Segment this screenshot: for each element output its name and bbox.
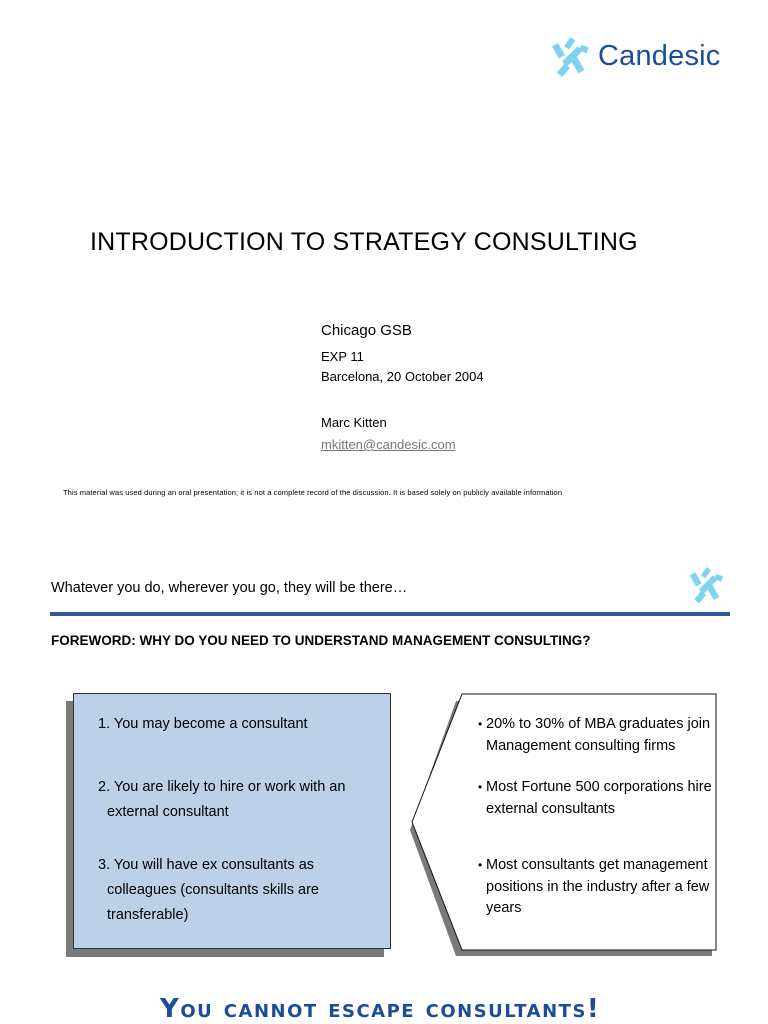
fact-1-text: 20% to 30% of MBA graduates join Management consulting firms xyxy=(486,716,711,754)
reasons-box xyxy=(73,693,391,949)
candesic-logo xyxy=(552,36,724,82)
slide-tagline: Whatever you do, wherever you go, they will be there… xyxy=(51,580,408,596)
reason-item-3 xyxy=(98,853,378,928)
author-name: Marc Kitten xyxy=(321,415,387,430)
reason-2-line-2: external consultant xyxy=(107,804,229,820)
fact-item-2 xyxy=(478,777,718,820)
conclusion-banner: You cannot escape consultants! xyxy=(160,994,601,1024)
fact-2-text: Most Fortune 500 corporations hire external consultants xyxy=(486,779,712,817)
presentation-title: INTRODUCTION TO STRATEGY CONSULTING xyxy=(90,228,638,256)
reason-3-line-2: colleagues (consultants skills are xyxy=(107,882,319,898)
reason-item-1 xyxy=(98,712,378,737)
reason-2-line-1: 2. You are likely to hire or work with an xyxy=(98,779,346,795)
foreword-heading: FOREWORD: WHY DO YOU NEED TO UNDERSTAND MANAGEMENT CONSULTING? xyxy=(51,633,591,648)
reason-1-line-1: 1. You may become a consultant xyxy=(98,716,308,732)
school-name: Chicago GSB xyxy=(321,322,412,339)
reason-item-2 xyxy=(98,775,378,825)
fact-3-text: Most consultants get management positions in the industry after a few years xyxy=(486,857,710,916)
disclaimer-text: This material was used during an oral presentation; it is not a complete record of the discussion. It is based solely on publicly available information xyxy=(63,488,563,497)
reason-3-line-1: 3. You will have ex consultants as xyxy=(98,857,315,873)
venue-date: Barcelona, 20 October 2004 xyxy=(321,369,484,384)
bullet-icon: • xyxy=(478,858,483,872)
course-code: EXP 11 xyxy=(321,349,364,364)
reason-3-line-3: transferable) xyxy=(107,907,189,923)
slide-divider xyxy=(50,612,730,616)
bullet-icon: • xyxy=(478,780,483,794)
candesic-small-logo-icon xyxy=(686,566,730,606)
candesic-logo-mark-icon xyxy=(552,36,592,80)
fact-item-1 xyxy=(478,714,718,757)
author-email-link[interactable]: mkitten@candesic.com xyxy=(321,437,456,452)
fact-item-3 xyxy=(478,855,718,920)
bullet-icon: • xyxy=(478,717,483,731)
candesic-logo-text: Candesic xyxy=(598,40,721,72)
